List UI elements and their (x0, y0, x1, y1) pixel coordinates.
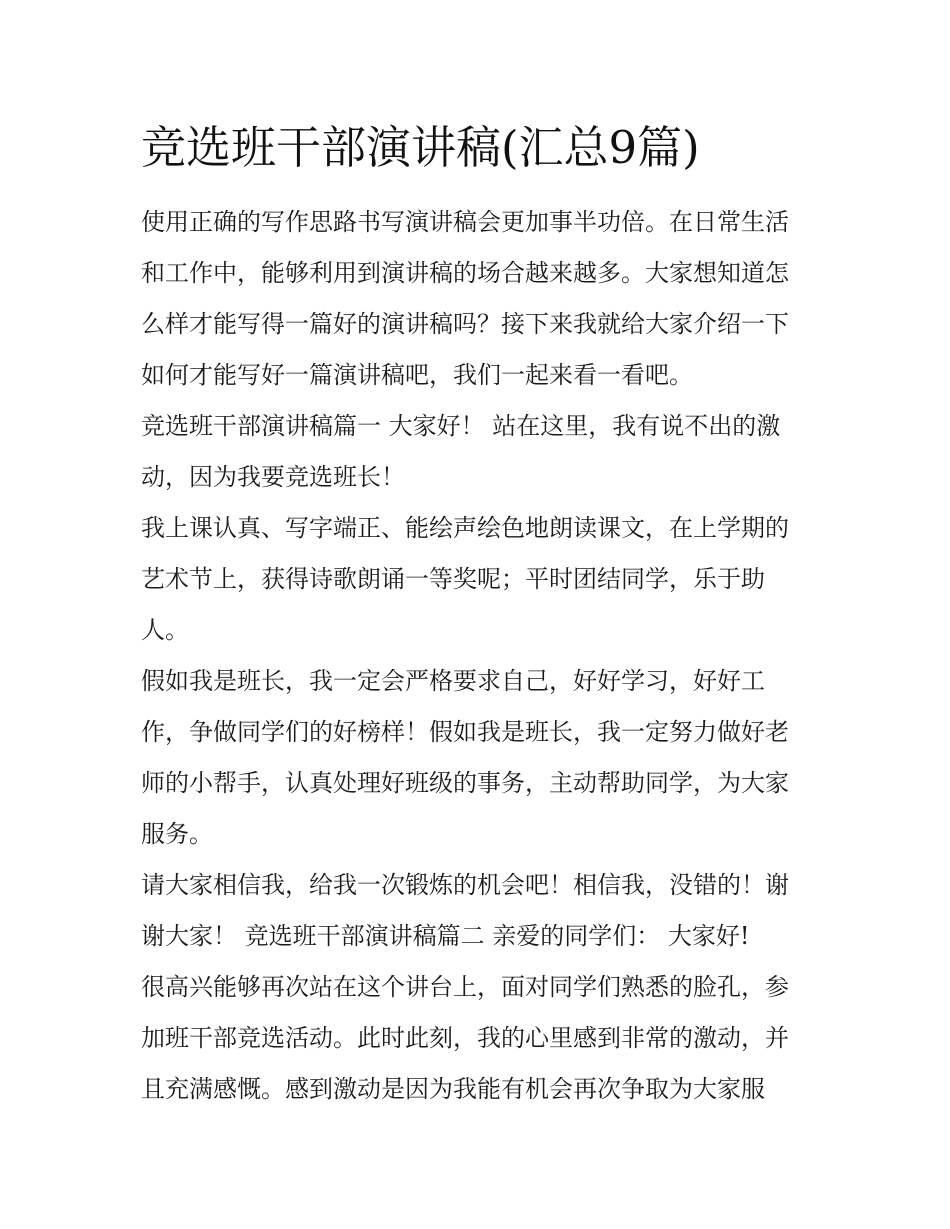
paragraph-line: 加班干部竞选活动。此时此刻，我的心里感到非常的激动，并 (141, 1024, 789, 1052)
paragraph-line: 竞选班干部演讲稿篇一 大家好！ 站在这里，我有说不出的激 (141, 412, 781, 440)
document-body (141, 197, 821, 1115)
paragraph-line: 请大家相信我，给我一次锻炼的机会吧！相信我，没错的！谢 (141, 871, 789, 899)
paragraph-line: 师的小帮手，认真处理好班级的事务，主动帮助同学，为大家 (141, 769, 789, 797)
paragraph-line: 假如我是班长，我一定会严格要求自己，好好学习，好好工 (141, 667, 765, 695)
paragraph-line: 么样才能写得一篇好的演讲稿吗？接下来我就给大家介绍一下 (141, 310, 789, 338)
paragraph-line: 人。 (141, 616, 189, 644)
paragraph-line: 如何才能写好一篇演讲稿吧，我们一起来看一看吧。 (141, 361, 693, 389)
paragraph-line: 使用正确的写作思路书写演讲稿会更加事半功倍。在日常生活 (141, 208, 789, 236)
paragraph-line: 作，争做同学们的好榜样！假如我是班长，我一定努力做好老 (141, 718, 789, 746)
paragraph-line: 很高兴能够再次站在这个讲台上，面对同学们熟悉的脸孔，参 (141, 973, 789, 1001)
paragraph-line: 谢大家！ 竞选班干部演讲稿篇二 亲爱的同学们： 大家好! (141, 922, 750, 950)
paragraph-line: 动，因为我要竞选班长！ (141, 463, 405, 491)
paragraph-line: 我上课认真、写字端正、能绘声绘色地朗读课文，在上学期的 (141, 514, 789, 542)
paragraph-line: 艺术节上，获得诗歌朗诵一等奖呢；平时团结同学，乐于助 (141, 565, 765, 593)
paragraph-line: 且充满感慨。感到激动是因为我能有机会再次争取为大家服 (141, 1075, 765, 1103)
paragraph-line: 服务。 (141, 820, 213, 848)
document-title: 竞选班干部演讲稿(汇总9篇) (141, 121, 700, 174)
paragraph-line: 和工作中，能够利用到演讲稿的场合越来越多。大家想知道怎 (141, 259, 789, 287)
